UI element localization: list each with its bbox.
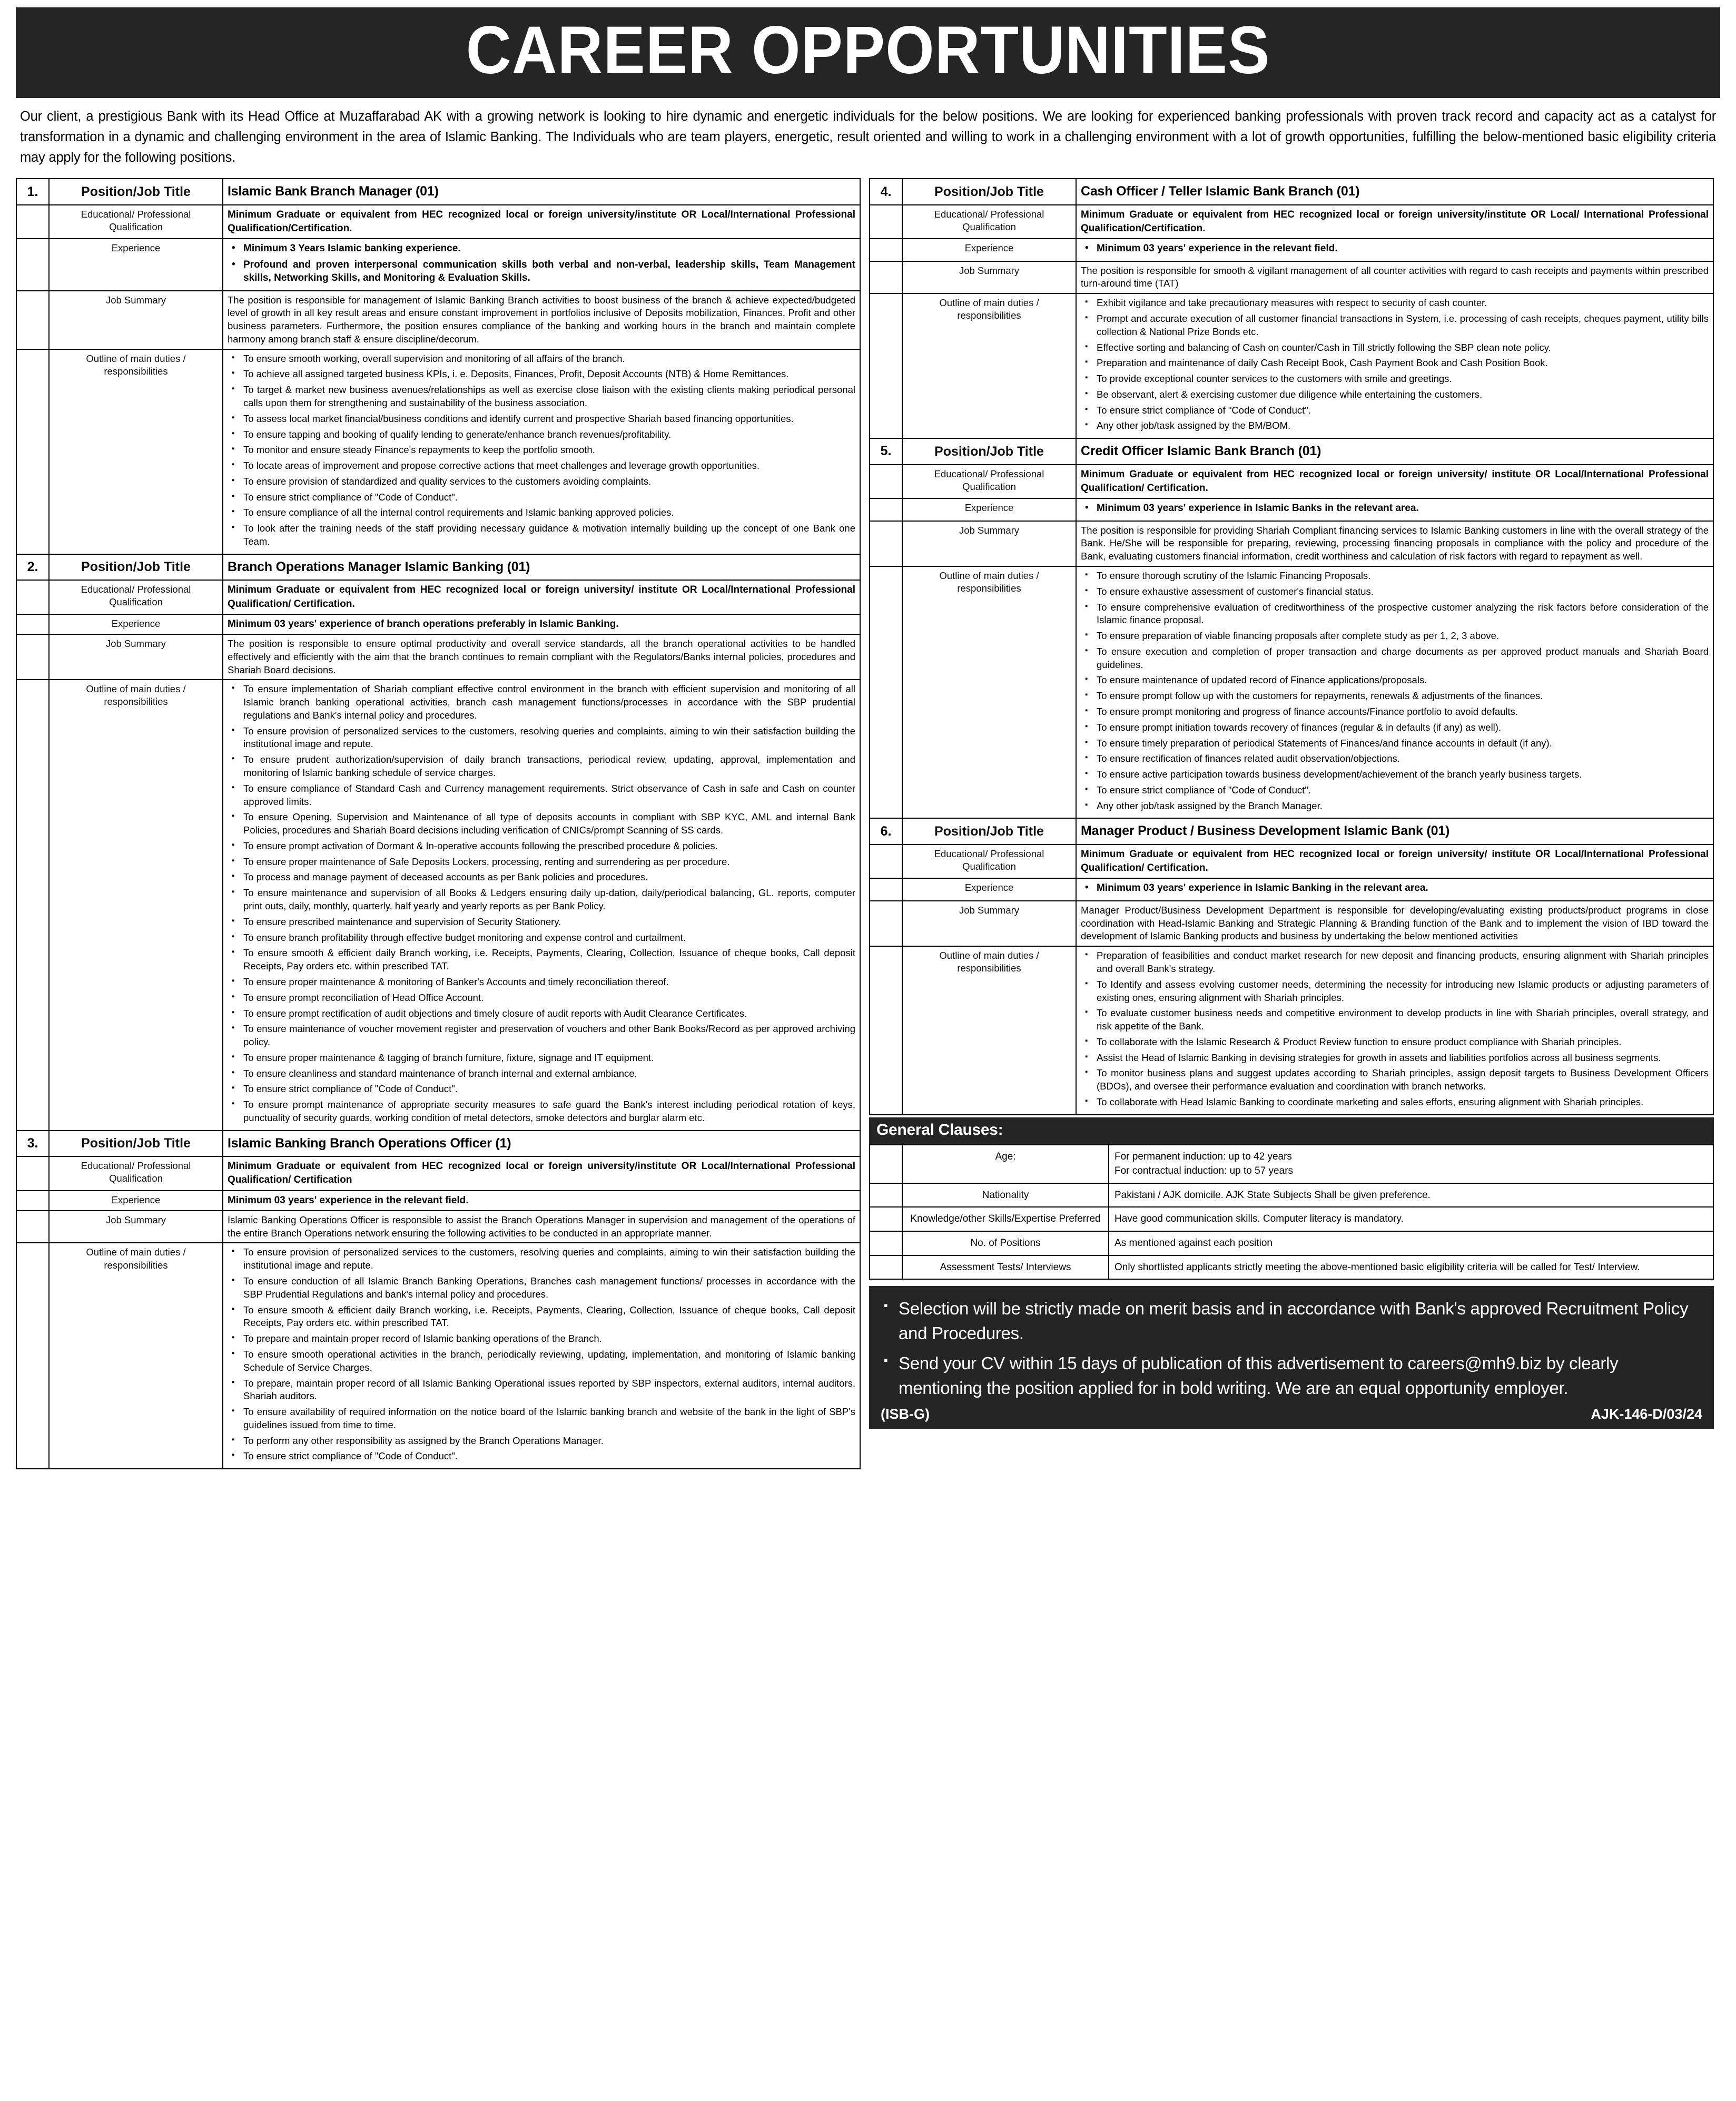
list-item: ▪ Assist the Head of Islamic Banking in devising strategies for growth in assets and liabilities portfolios across all business segments. bbox=[1081, 1052, 1709, 1065]
spacer-cell bbox=[870, 566, 902, 819]
duties-list bbox=[1081, 949, 1709, 1109]
table-row bbox=[16, 1156, 860, 1190]
qualification-value: Minimum Graduate or equivalent from HEC recognized local or foreign university/ institute OR Local/International Professional Qualification/ Certification. bbox=[223, 580, 860, 614]
list-item: ▪ To look after the training needs of the staff providing necessary guidance & motivation internally building up the concept of one Bank one Team. bbox=[228, 522, 855, 548]
table-row bbox=[870, 878, 1713, 900]
list-item: ▪ To monitor and ensure steady Finance's repayments to keep the portfolio smooth. bbox=[228, 444, 855, 457]
spacer-cell bbox=[870, 1145, 902, 1183]
left-column bbox=[16, 178, 861, 1469]
spacer-cell bbox=[870, 521, 902, 566]
experience-list bbox=[1081, 502, 1709, 515]
table-row bbox=[870, 566, 1713, 819]
duties-list bbox=[1081, 297, 1709, 433]
list-item: ▪ Any other job/task assigned by the Branch Manager. bbox=[1081, 800, 1709, 813]
list-item: ▪ To ensure provision of standardized and quality services to the customers avoiding complaints. bbox=[228, 475, 855, 488]
list-item: ▪ To ensure availability of required information on the notice board of the Islamic banking branch and website of the bank in the light of SBP's guidelines issued from time to time. bbox=[228, 1406, 855, 1432]
list-item: ▪ Any other job/task assigned by the BM/BOM. bbox=[1081, 419, 1709, 433]
spacer-cell bbox=[16, 634, 49, 680]
experience-value bbox=[1076, 239, 1713, 261]
footer-left-code: (ISB-G) bbox=[881, 1406, 930, 1422]
table-row bbox=[16, 239, 860, 290]
label-experience: Experience bbox=[902, 498, 1076, 521]
list-item: ▪ To ensure maintenance of voucher movement register and preservation of vouchers and other Bank Books/Record as per approved archiving policy. bbox=[228, 1023, 855, 1049]
label-experience: Experience bbox=[49, 1191, 223, 1211]
label-job-summary: Job Summary bbox=[902, 901, 1076, 946]
list-item: ▪ To ensure implementation of Shariah compliant effective control environment in the branch with efficient supervision and monitoring of all Islamic branch banking operational activities, branch cash management functions/processes in accordance with the SBP prudential regulations and Bank's internal policy and procedures. bbox=[228, 683, 855, 722]
duties-list bbox=[228, 352, 855, 548]
spacer-cell bbox=[16, 580, 49, 614]
duties-list bbox=[228, 683, 855, 1124]
footer-notice-box bbox=[869, 1286, 1714, 1428]
list-item: ▪ To process and manage payment of deceased accounts as per Bank policies and procedures. bbox=[228, 871, 855, 884]
label-qualification: Educational/ Professional Qualification bbox=[902, 465, 1076, 498]
list-item: ▪ To ensure rectification of finances related audit observation/objections. bbox=[1081, 752, 1709, 765]
spacer-cell bbox=[16, 614, 49, 634]
table-row bbox=[870, 845, 1713, 878]
experience-value bbox=[223, 239, 860, 290]
spacer-cell bbox=[870, 1231, 902, 1255]
spacer-cell bbox=[16, 1191, 49, 1211]
list-item: ▪ To ensure conduction of all Islamic Branch Banking Operations, Branches cash management functions/ processes in accordance with the SBP Prudential Regulations and bank's internal policy and procedures. bbox=[228, 1275, 855, 1301]
list-item: • Profound and proven interpersonal communication skills both verbal and non-verbal, leadership skills, Team Management skills, Networking Skills, and Monitoring & Evaluation Skills. bbox=[228, 258, 855, 285]
spacer-cell bbox=[870, 901, 902, 946]
table-row bbox=[870, 179, 1713, 205]
job-table-1 bbox=[16, 178, 861, 555]
label-job-summary: Job Summary bbox=[902, 521, 1076, 566]
duties-list bbox=[1081, 570, 1709, 813]
footer-right-code: AJK-146-D/03/24 bbox=[1591, 1406, 1702, 1422]
list-item: ▪ To ensure thorough scrutiny of the Islamic Financing Proposals. bbox=[1081, 570, 1709, 583]
list-item: ▪ To collaborate with the Islamic Research & Product Review function to ensure product compliance with Shariah principles. bbox=[1081, 1036, 1709, 1049]
label-position-title: Position/Job Title bbox=[902, 179, 1076, 205]
list-item: ▪ To monitor business plans and suggest updates according to Shariah principles, assign deposit targets to Business Development Officers (BDOs), and oversee their performance evaluation and coordination with branch networks. bbox=[1081, 1067, 1709, 1093]
duties-value bbox=[223, 680, 860, 1130]
label-duties: Outline of main duties / responsibilities bbox=[902, 566, 1076, 819]
position-number: 6. bbox=[870, 818, 902, 845]
table-row bbox=[16, 1131, 860, 1157]
position-number: 1. bbox=[16, 179, 49, 205]
table-row bbox=[16, 1243, 860, 1469]
job-table-5 bbox=[869, 438, 1714, 819]
list-item: ▪ To ensure prompt initiation towards recovery of finances (regular & in defaults (if any) as well). bbox=[1081, 721, 1709, 734]
page-title: CAREER OPPORTUNITIES bbox=[466, 13, 1270, 88]
list-item: ▪ To prepare, maintain proper record of all Islamic Banking Operational issues reported by SBP inspectors, external auditors, internal auditors, Shariah auditors. bbox=[228, 1377, 855, 1403]
label-duties: Outline of main duties / responsibilities bbox=[902, 946, 1076, 1115]
right-column bbox=[869, 178, 1714, 1428]
clause-value-assessment: Only shortlisted applicants strictly meeting the above-mentioned basic eligibility criteria will be called for Test/ Interview. bbox=[1109, 1255, 1713, 1280]
list-item: ▪ To ensure compliance of all the internal control requirements and Islamic banking approved policies. bbox=[228, 506, 855, 519]
spacer-cell bbox=[16, 239, 49, 290]
spacer-cell bbox=[870, 1255, 902, 1280]
clause-line: For permanent induction: up to 42 years bbox=[1114, 1151, 1292, 1162]
table-row bbox=[16, 614, 860, 634]
table-row bbox=[16, 634, 860, 680]
job-title: Manager Product / Business Development Islamic Bank (01) bbox=[1076, 818, 1713, 845]
qualification-value: Minimum Graduate or equivalent from HEC recognized local or foreign university/ institute OR Local/International Professional Qualification/ Certification. bbox=[1076, 845, 1713, 878]
experience-value: Minimum 03 years' experience of branch operations preferably in Islamic Banking. bbox=[223, 614, 860, 634]
job-summary-value: The position is responsible for providing Shariah Compliant financing services to Islamic Banking customers in line with the overall strategy of the Bank. He/She will be responsible for preparing, reviewing, processing financing proposals in compliance with the policy and procedure of the Bank, evaluating customers financial information, credit worthiness and calculation of risk factors with regard to repayment as well. bbox=[1076, 521, 1713, 566]
list-item: • Minimum 03 years' experience in Islamic Banks in the relevant area. bbox=[1081, 502, 1709, 515]
spacer-cell bbox=[870, 498, 902, 521]
list-item: ▪ To prepare and maintain proper record of Islamic banking operations of the Branch. bbox=[228, 1332, 855, 1346]
label-job-summary: Job Summary bbox=[49, 1211, 223, 1243]
list-item: ▪ To ensure prompt activation of Dormant & In-operative accounts following the prescribed procedure & policies. bbox=[228, 840, 855, 853]
list-item: ▪ To ensure maintenance and supervision of all Books & Ledgers ensuring daily up-dation, daily/periodical balancing, GL. reports, computer print outs, daily, monthly, quarterly, half yearly and yearly reports as per Bank Policy. bbox=[228, 887, 855, 913]
experience-list bbox=[1081, 881, 1709, 895]
table-row bbox=[16, 680, 860, 1130]
list-item: ▪ To ensure cleanliness and standard maintenance of branch internal and external ambiance. bbox=[228, 1067, 855, 1081]
duties-value bbox=[1076, 946, 1713, 1115]
experience-value bbox=[1076, 878, 1713, 900]
spacer-cell bbox=[870, 293, 902, 438]
clause-label-nationality: Nationality bbox=[902, 1183, 1109, 1207]
list-item: ▪ To target & market new business avenues/relationships as well as exercise close liaison with the existing clients making periodical personal calls upon them for strengthening and sustainability of the business association. bbox=[228, 384, 855, 410]
qualification-value: Minimum Graduate or equivalent from HEC recognized local or foreign university/ institute OR Local/International Professional Qualification/ Certification. bbox=[1076, 465, 1713, 498]
job-title: Cash Officer / Teller Islamic Bank Branch (01) bbox=[1076, 179, 1713, 205]
list-item: • Minimum 03 years' experience in the relevant field. bbox=[1081, 242, 1709, 255]
clause-label-positions: No. of Positions bbox=[902, 1231, 1109, 1255]
list-item: ▪ To perform any other responsibility as assigned by the Branch Operations Manager. bbox=[228, 1435, 855, 1448]
list-item: ▪ To provide exceptional counter services to the customers with smile and greetings. bbox=[1081, 372, 1709, 386]
qualification-value: Minimum Graduate or equivalent from HEC recognized local or foreign university/institute OR Local/International Professional Qualification/Certification. bbox=[223, 205, 860, 239]
job-table-6 bbox=[869, 818, 1714, 1115]
table-row bbox=[870, 946, 1713, 1115]
job-title: Islamic Bank Branch Manager (01) bbox=[223, 179, 860, 205]
table-row bbox=[16, 1211, 860, 1243]
spacer-cell bbox=[16, 1211, 49, 1243]
list-item: ▪ To ensure proper maintenance & monitoring of Banker's Accounts and timely reconciliation thereof. bbox=[228, 976, 855, 989]
label-position-title: Position/Job Title bbox=[902, 438, 1076, 465]
list-item: ▪ To ensure prescribed maintenance and supervision of Security Stationery. bbox=[228, 916, 855, 929]
spacer-cell bbox=[870, 465, 902, 498]
general-clauses-table bbox=[869, 1144, 1714, 1280]
label-duties: Outline of main duties / responsibilities bbox=[49, 680, 223, 1130]
list-item: • Minimum 3 Years Islamic banking experience. bbox=[228, 242, 855, 255]
label-duties: Outline of main duties / responsibilities bbox=[902, 293, 1076, 438]
table-row bbox=[870, 1255, 1713, 1280]
list-item: ▪ To ensure smooth working, overall supervision and monitoring of all affairs of the branch. bbox=[228, 352, 855, 366]
table-row bbox=[16, 1191, 860, 1211]
list-item: ▪ To achieve all assigned targeted business KPIs, i. e. Deposits, Finances, Profit, Deposit Accounts (NTB) & Home Remittances. bbox=[228, 368, 855, 381]
job-summary-value: Manager Product/Business Development Department is responsible for developing/evaluating existing products/product programs in close coordination with Head-Islamic Banking and Strategic Planning & Branding function of the Bank and to implement the vision of IBD toward the development of Islamic Banking products and business by undertaking the below mentioned activities bbox=[1076, 901, 1713, 946]
clause-value-positions: As mentioned against each position bbox=[1109, 1231, 1713, 1255]
spacer-cell bbox=[870, 239, 902, 261]
table-row bbox=[870, 465, 1713, 498]
label-job-summary: Job Summary bbox=[902, 261, 1076, 294]
label-qualification: Educational/ Professional Qualification bbox=[902, 845, 1076, 878]
job-summary-value: The position is responsible for smooth & vigilant management of all counter activities with regard to cash receipts and payments within prescribed turn-around time (TAT) bbox=[1076, 261, 1713, 294]
job-table-3 bbox=[16, 1130, 861, 1469]
list-item: ▪ Exhibit vigilance and take precautionary measures with respect to security of cash counter. bbox=[1081, 297, 1709, 310]
list-item: ▪ To ensure smooth & efficient daily Branch working, i.e. Receipts, Payments, Clearing, Collection, Issuance of cheque books, Call deposit Receipts, Pay orders etc. within prescribed TAT. bbox=[228, 947, 855, 973]
list-item: ▪ To ensure branch profitability through effective budget monitoring and expense control and curtailment. bbox=[228, 931, 855, 945]
job-summary-value: Islamic Banking Operations Officer is responsible to assist the Branch Operations Manager in supervision and management of the operations of the entire Branch Operations network ensuring the following activities to be conducted in an appropriate manner. bbox=[223, 1211, 860, 1243]
clause-label-assessment: Assessment Tests/ Interviews bbox=[902, 1255, 1109, 1280]
label-qualification: Educational/ Professional Qualification bbox=[902, 205, 1076, 239]
label-experience: Experience bbox=[902, 878, 1076, 900]
list-item: ▪ To ensure timely preparation of periodical Statements of Finances/and finance accounts in default (if any). bbox=[1081, 737, 1709, 750]
spacer-cell bbox=[870, 1183, 902, 1207]
clause-value-age bbox=[1109, 1145, 1713, 1183]
list-item: ▪ Preparation and maintenance of daily Cash Receipt Book, Cash Payment Book and Cash Position Book. bbox=[1081, 357, 1709, 370]
list-item: ▪ To ensure strict compliance of "Code of Conduct". bbox=[228, 491, 855, 504]
spacer-cell bbox=[16, 1243, 49, 1469]
spacer-cell bbox=[870, 205, 902, 239]
label-qualification: Educational/ Professional Qualification bbox=[49, 1156, 223, 1190]
label-position-title: Position/Job Title bbox=[49, 1131, 223, 1157]
duties-value bbox=[1076, 293, 1713, 438]
list-item: ▪ To collaborate with Head Islamic Banking to coordinate marketing and sales efforts, ensuring alignment with Shariah principles. bbox=[1081, 1096, 1709, 1109]
job-title: Credit Officer Islamic Bank Branch (01) bbox=[1076, 438, 1713, 465]
table-row bbox=[870, 818, 1713, 845]
list-item: ▪ Send your CV within 15 days of publication of this advertisement to careers@mh9.biz by clearly mentioning the position applied for in bold writing. We are an equal opportunity employer. bbox=[881, 1351, 1702, 1401]
list-item: ▪ To ensure prompt follow up with the customers for repayments, renewals & adjustments of the finances. bbox=[1081, 690, 1709, 703]
label-position-title: Position/Job Title bbox=[49, 179, 223, 205]
clause-label-age: Age: bbox=[902, 1145, 1109, 1183]
list-item: ▪ To ensure Opening, Supervision and Maintenance of all type of deposits accounts in compliant with SBP KYC, AML and internal Bank Policies, procedures and Shariah Board decisions including verification of CNICs/prompt Scanning of SS cards. bbox=[228, 811, 855, 837]
label-job-summary: Job Summary bbox=[49, 291, 223, 349]
table-row bbox=[870, 293, 1713, 438]
spacer-cell bbox=[16, 349, 49, 554]
qualification-value: Minimum Graduate or equivalent from HEC recognized local or foreign university/institute OR Local/International Professional Qualification/ Certification bbox=[223, 1156, 860, 1190]
label-job-summary: Job Summary bbox=[49, 634, 223, 680]
label-position-title: Position/Job Title bbox=[902, 818, 1076, 845]
list-item: ▪ To ensure active participation towards business development/achievement of the branch yearly business targets. bbox=[1081, 768, 1709, 781]
list-item: ▪ To ensure strict compliance of "Code of Conduct". bbox=[1081, 784, 1709, 797]
table-row bbox=[870, 205, 1713, 239]
spacer-cell bbox=[16, 680, 49, 1130]
spacer-cell bbox=[870, 261, 902, 294]
job-table-4 bbox=[869, 178, 1714, 439]
duties-value bbox=[223, 349, 860, 554]
table-row bbox=[870, 521, 1713, 566]
label-duties: Outline of main duties / responsibilities bbox=[49, 349, 223, 554]
job-title: Islamic Banking Branch Operations Officer (1) bbox=[223, 1131, 860, 1157]
list-item: ▪ To ensure provision of personalized services to the customers, resolving queries and complaints, aiming to win their satisfaction building the institutional image and repute. bbox=[228, 1246, 855, 1272]
table-row bbox=[870, 1183, 1713, 1207]
table-row bbox=[16, 179, 860, 205]
job-summary-value: The position is responsible to ensure optimal productivity and overall service standards, all the branch operational activities to be handled effectively and efficiently with the aim that the branch continues to remain compliant with the Regulators/Banks internal policies, procedures and Shariah Board decisions. bbox=[223, 634, 860, 680]
table-row bbox=[870, 1207, 1713, 1231]
qualification-value: Minimum Graduate or equivalent from HEC recognized local or foreign university/institute OR Local/ International Professional Qualification/Certification. bbox=[1076, 205, 1713, 239]
clause-value-knowledge: Have good communication skills. Computer literacy is mandatory. bbox=[1109, 1207, 1713, 1231]
spacer-cell bbox=[16, 291, 49, 349]
list-item: ▪ To ensure proper maintenance & tagging of branch furniture, fixture, signage and IT equipment. bbox=[228, 1052, 855, 1065]
table-row bbox=[870, 261, 1713, 294]
list-item: ▪ Preparation of feasibilities and conduct market research for new deposit and financing products, ensuring alignment with Shariah principles and overall Bank's strategy. bbox=[1081, 949, 1709, 976]
list-item: ▪ Selection will be strictly made on merit basis and in accordance with Bank's approved Recruitment Policy and Procedures. bbox=[881, 1297, 1702, 1346]
footer-meta-row bbox=[881, 1406, 1702, 1422]
list-item: ▪ Be observant, alert & exercising customer due diligence while entertaining the customers. bbox=[1081, 388, 1709, 401]
list-item: ▪ To ensure comprehensive evaluation of creditworthiness of the prospective customer analyzing the risk factors before consideration of the Islamic finance proposal. bbox=[1081, 601, 1709, 627]
label-position-title: Position/Job Title bbox=[49, 554, 223, 581]
duties-value bbox=[1076, 566, 1713, 819]
clause-value-nationality: Pakistani / AJK domicile. AJK State Subjects Shall be given preference. bbox=[1109, 1183, 1713, 1207]
list-item: ▪ To ensure proper maintenance of Safe Deposits Lockers, processing, renting and surrendering as per procedure. bbox=[228, 856, 855, 869]
list-item: ▪ To ensure tapping and booking of qualify lending to generate/enhance branch revenues/profitability. bbox=[228, 428, 855, 441]
list-item: ▪ To ensure prompt maintenance of appropriate security measures to safe guard the Bank's interest including periodical rotation of keys, punctuality of security guards, working condition of metal detectors, smoke detectors and burglar alarm etc. bbox=[228, 1098, 855, 1125]
label-experience: Experience bbox=[902, 239, 1076, 261]
table-row bbox=[870, 901, 1713, 946]
experience-list bbox=[1081, 242, 1709, 255]
list-item: ▪ To ensure smooth & efficient daily Branch working, i.e. Receipts, Payments, Clearing, Collection, Issuance of cheque books, Call deposit Receipts, Pay orders etc. within prescribed TAT. bbox=[228, 1304, 855, 1330]
duties-list bbox=[228, 1246, 855, 1463]
list-item: ▪ To ensure prompt rectification of audit objections and timely closure of audit reports with Audit Clearance Certificates. bbox=[228, 1007, 855, 1020]
position-number: 3. bbox=[16, 1131, 49, 1157]
spacer-cell bbox=[870, 946, 902, 1115]
list-item: ▪ To ensure prompt reconciliation of Head Office Account. bbox=[228, 991, 855, 1005]
list-item: ▪ To locate areas of improvement and propose corrective actions that meet challenges and leverage growth opportunities. bbox=[228, 459, 855, 473]
list-item: ▪ To ensure smooth operational activities in the branch, periodically reviewing, updating, implementation, and monitoring of Islamic banking Schedule of Service Charges. bbox=[228, 1348, 855, 1375]
label-qualification: Educational/ Professional Qualification bbox=[49, 580, 223, 614]
duties-value bbox=[223, 1243, 860, 1469]
label-experience: Experience bbox=[49, 614, 223, 634]
list-item: ▪ To ensure strict compliance of "Code of Conduct". bbox=[228, 1083, 855, 1096]
job-table-2 bbox=[16, 554, 861, 1131]
general-clauses-heading: General Clauses: bbox=[869, 1117, 1714, 1144]
footer-bullet-list bbox=[881, 1297, 1702, 1400]
list-item: ▪ To ensure execution and completion of proper transaction and charge documents as per approved product manuals and Shariah Board guidelines. bbox=[1081, 645, 1709, 672]
list-item: ▪ To ensure prudent authorization/supervision of daily branch transactions, periodical review, updating, approval, implementation and monitoring of Islamic banking schedule of service charges. bbox=[228, 753, 855, 780]
position-number: 4. bbox=[870, 179, 902, 205]
list-item: ▪ Effective sorting and balancing of Cash on counter/Cash in Till strictly following the SBP clean note policy. bbox=[1081, 341, 1709, 355]
label-qualification: Educational/ Professional Qualification bbox=[49, 205, 223, 239]
intro-paragraph: Our client, a prestigious Bank with its Head Office at Muzaffarabad AK with a growing network is looking to hire dynamic and energetic individuals for the below positions. We are looking for experienced banking professionals with proven track record and capacity act as a catalyst for transformation in a dynamic and challenging environment in the area of Islamic Banking. The Individuals who are team players, energetic, result oriented and willing to work in a challenging environment with a lot of growth opportunities, fulfilling the below-mentioned basic eligibility criteria may apply for the following positions. bbox=[20, 109, 1716, 165]
spacer-cell bbox=[870, 845, 902, 878]
table-row bbox=[870, 239, 1713, 261]
table-row bbox=[16, 291, 860, 349]
table-row bbox=[870, 1231, 1713, 1255]
table-row bbox=[870, 1145, 1713, 1183]
spacer-cell bbox=[16, 1156, 49, 1190]
list-item: ▪ To Identify and assess evolving customer needs, determining the necessity for introducing new Islamic products or adjusting parameters of existing ones, ensuring alignment with Shariah principles. bbox=[1081, 978, 1709, 1005]
list-item: ▪ To assess local market financial/business conditions and identify current and prospective Shariah based financing opportunities. bbox=[228, 413, 855, 426]
list-item: ▪ To ensure compliance of Standard Cash and Currency management requirements. Strict observance of Cash in safe and Cash on counter approved limits. bbox=[228, 782, 855, 809]
experience-list bbox=[228, 242, 855, 284]
table-row bbox=[16, 349, 860, 554]
two-column-layout bbox=[16, 178, 1720, 1469]
table-row bbox=[16, 580, 860, 614]
table-row bbox=[870, 438, 1713, 465]
list-item: ▪ To evaluate customer business needs and competitive environment to develop products in line with Shariah principles, overall strategy, and risk appetite of the Bank. bbox=[1081, 1007, 1709, 1033]
label-experience: Experience bbox=[49, 239, 223, 290]
table-row bbox=[16, 554, 860, 581]
experience-value bbox=[1076, 498, 1713, 521]
table-row bbox=[870, 498, 1713, 521]
list-item: ▪ To ensure preparation of viable financing proposals after complete study as per 1, 2, 3 above. bbox=[1081, 630, 1709, 643]
experience-value: Minimum 03 years' experience in the relevant field. bbox=[223, 1191, 860, 1211]
list-item: ▪ Prompt and accurate execution of all customer financial transactions in System, i.e. processing of cash receipts, cheques payment, utility bills collection & National Prize Bonds etc. bbox=[1081, 312, 1709, 339]
spacer-cell bbox=[870, 878, 902, 900]
masthead-banner bbox=[16, 7, 1720, 98]
clause-line: For contractual induction: up to 57 years bbox=[1114, 1165, 1294, 1177]
list-item: ▪ To ensure exhaustive assessment of customer's financial status. bbox=[1081, 585, 1709, 598]
list-item: ▪ To ensure prompt monitoring and progress of finance accounts/Finance portfolio to avoid defaults. bbox=[1081, 705, 1709, 719]
list-item: • Minimum 03 years' experience in Islamic Banking in the relevant area. bbox=[1081, 881, 1709, 895]
list-item: ▪ To ensure maintenance of updated record of Finance applications/proposals. bbox=[1081, 674, 1709, 687]
list-item: ▪ To ensure provision of personalized services to the customers, resolving queries and complaints, aiming to win their satisfaction building the institutional image and repute. bbox=[228, 725, 855, 751]
job-title: Branch Operations Manager Islamic Banking (01) bbox=[223, 554, 860, 581]
table-row bbox=[16, 205, 860, 239]
list-item: ▪ To ensure strict compliance of "Code of Conduct". bbox=[1081, 404, 1709, 417]
position-number: 2. bbox=[16, 554, 49, 581]
position-number: 5. bbox=[870, 438, 902, 465]
spacer-cell bbox=[870, 1207, 902, 1231]
label-duties: Outline of main duties / responsibilities bbox=[49, 1243, 223, 1469]
clause-label-knowledge: Knowledge/other Skills/Expertise Preferred bbox=[902, 1207, 1109, 1231]
spacer-cell bbox=[16, 205, 49, 239]
job-summary-value: The position is responsible for management of Islamic Banking Branch activities to boost business of the branch & achieve expected/budgeted level of growth in all key result areas and ensure constant improvement in portfolios inclusive of Deposits mobilization, Finances, Profit and other business parameters. Furthermore, the position ensures compliance of the banking and working hours in the branch and maintain complete harmony among branch staff & ensure discipline/decorum. bbox=[223, 291, 860, 349]
list-item: ▪ To ensure strict compliance of "Code of Conduct". bbox=[228, 1450, 855, 1463]
